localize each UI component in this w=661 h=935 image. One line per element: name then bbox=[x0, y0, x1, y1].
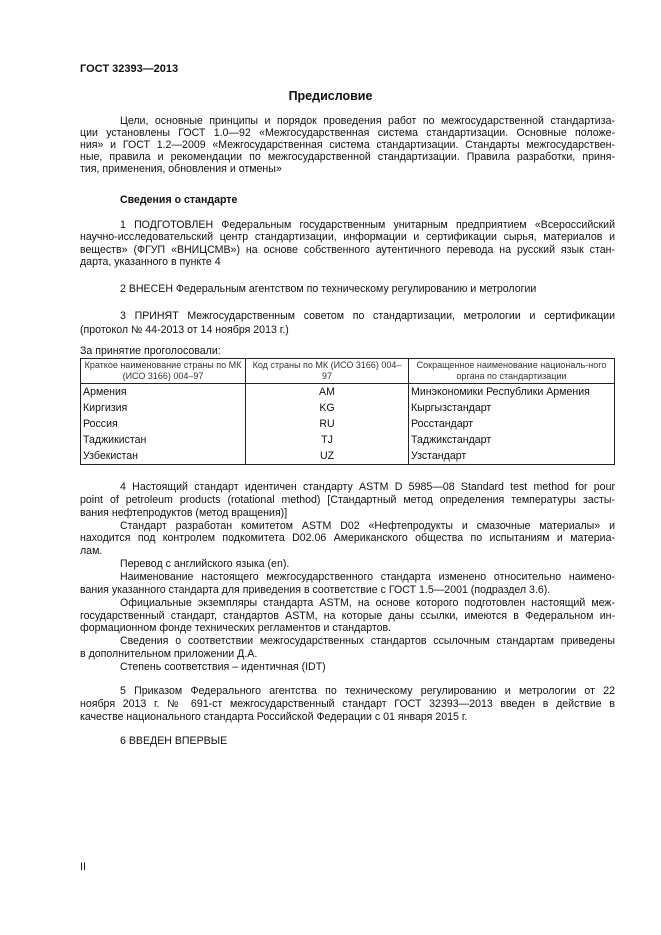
text-line: ные, правила и рекомендации по межгосударственной стандартизации. Правила разработки, приня- bbox=[80, 151, 615, 163]
column-header-body: Сокращенное наименование националь-ного органа по стандартизации bbox=[409, 359, 615, 384]
text-line: 6 ВВЕДЕН ВПЕРВЫЕ bbox=[120, 735, 228, 747]
cell-country: Таджикистан bbox=[81, 432, 246, 448]
text-line: ния» и ГОСТ 1.2—2009 «Межгосударственная система стандартизации. Стандарты межгосударствен- bbox=[80, 139, 615, 151]
text-line: 3 ПРИНЯТ Межгосударственным советом по стандартизации, метрологии и сертификации bbox=[120, 310, 615, 322]
text-line: Сведения о соответствии межгосударственных стандартов ссылочным стандартам приведены bbox=[120, 635, 615, 648]
text-line: Наименование настоящего межгосударственного стандарта изменено относительно наимено- bbox=[120, 571, 615, 584]
table-row bbox=[81, 400, 615, 416]
paragraph-item-6 bbox=[80, 735, 615, 748]
text-line: point of petroleum products (rotational method) [Стандартный метод определения температуры засты- bbox=[80, 493, 615, 506]
paragraph-item-3 bbox=[80, 309, 615, 337]
text-line: Цели, основные принципы и порядок проведения работ по межгосударственной стандартиза- bbox=[120, 115, 615, 127]
text-line: 1 ПОДГОТОВЛЕН Федеральным государственным унитарным предприятием «Всероссийский bbox=[120, 219, 615, 231]
table-row bbox=[81, 384, 615, 401]
document-number: ГОСТ 32393—2013 bbox=[80, 63, 179, 75]
cell-standards-body: Минэкономики Республики Армения bbox=[409, 384, 615, 401]
cell-code: TJ bbox=[246, 432, 409, 448]
text-line: вания указанного стандарта для приведения в соответствие с ГОСТ 1.5—2001 (подраздел 3.6). bbox=[80, 583, 551, 596]
text-line: дарта, указанного в пункте 4 bbox=[80, 255, 221, 268]
cell-code: KG bbox=[246, 400, 409, 416]
paragraph-intro bbox=[80, 115, 615, 175]
text-line: ноября 2013 г. № 691-ст межгосударственный стандарт ГОСТ 32393—2013 введен в действие в bbox=[80, 698, 615, 710]
table-header-row bbox=[81, 359, 615, 384]
paragraph-item-5 bbox=[80, 685, 615, 724]
text-line: Перевод с английского языка (en). bbox=[120, 558, 290, 571]
column-header-country: Краткое наименование страны по МК (ИСО 3166) 004–97 bbox=[81, 359, 246, 384]
cell-standards-body: Кыргызстандарт bbox=[409, 400, 615, 416]
cell-country: Армения bbox=[81, 384, 246, 401]
text-line: формационном фонде технических регламентов и стандартов. bbox=[80, 622, 392, 635]
cell-country: Киргизия bbox=[81, 400, 246, 416]
text-line: тия, применения, обновления и отмены» bbox=[80, 163, 282, 175]
cell-code: UZ bbox=[246, 448, 409, 465]
cell-standards-body: Росстандарт bbox=[409, 416, 615, 432]
cell-country: Россия bbox=[81, 416, 246, 432]
paragraph-section-heading bbox=[80, 194, 615, 207]
text-line: 4 Настоящий стандарт идентичен стандарту ASTM D 5985—08 Standard test method for pour bbox=[120, 481, 615, 493]
table-row bbox=[81, 432, 615, 448]
text-line: Официальные экземпляры стандарта ASTM, на основе которого подготовлен настоящий меж- bbox=[120, 596, 615, 609]
page-number: II bbox=[80, 861, 87, 873]
text-line: 2 ВНЕСЕН Федеральным агентством по техническому регулированию и метрологии bbox=[120, 283, 537, 295]
text-line: ции установлены ГОСТ 1.0—92 «Межгосударственная система стандартизации. Основные положе- bbox=[80, 127, 615, 139]
column-header-code: Код страны по МК (ИСО 3166) 004–97 bbox=[246, 359, 409, 384]
paragraph-item-1 bbox=[80, 219, 615, 268]
text-line: Степень соответствия – идентичная (IDT) bbox=[120, 661, 326, 674]
text-line: находится под контролем подкомитета D02.06 Американского общества по испытаниям и материа- bbox=[80, 532, 615, 545]
text-line: государственный стандарт, стандартов ASTM, на которые даны ссылки, имеются в Федеральном ин- bbox=[80, 609, 615, 622]
text-line: лам. bbox=[80, 545, 103, 558]
page-title: Предисловие bbox=[288, 89, 373, 103]
text-line: Сведения о стандарте bbox=[120, 194, 238, 206]
table-row bbox=[81, 416, 615, 432]
cell-country: Узбекистан bbox=[81, 448, 246, 465]
table-row bbox=[81, 448, 615, 465]
text-line: в дополнительном приложении Д.А. bbox=[80, 648, 258, 661]
text-line: 5 Приказом Федерального агентства по техническому регулированию и метрологии от 22 bbox=[120, 685, 615, 697]
paragraph-vote-caption bbox=[80, 345, 615, 358]
cell-code: RU bbox=[246, 416, 409, 432]
text-line: научно-исследовательский центр стандартизации, информации и сертификации сырья, материалов и bbox=[80, 231, 615, 244]
text-line: вания нефтепродуктов (метод вращения)] bbox=[80, 506, 288, 519]
paragraph-item-2 bbox=[80, 283, 615, 296]
text-line: Стандарт разработан комитетом ASTM D02 «Нефтепродукты и смазочные материалы» и bbox=[120, 519, 615, 532]
text-line: (протокол № 44-2013 от 14 ноября 2013 г.) bbox=[80, 324, 289, 336]
text-line: За принятие проголосовали: bbox=[80, 345, 221, 357]
cell-code: AM bbox=[246, 384, 409, 401]
cell-standards-body: Узстандарт bbox=[409, 448, 615, 465]
paragraph-item-4 bbox=[80, 481, 615, 674]
cell-standards-body: Таджикстандарт bbox=[409, 432, 615, 448]
text-line: веществ» (ФГУП «ВНИЦСМВ») на основе собственного аутентичного перевода на русский язык стан- bbox=[80, 243, 615, 256]
text-line: качестве национального стандарта Российской Федерации с 01 января 2015 г. bbox=[80, 711, 468, 723]
voting-table bbox=[80, 358, 615, 465]
